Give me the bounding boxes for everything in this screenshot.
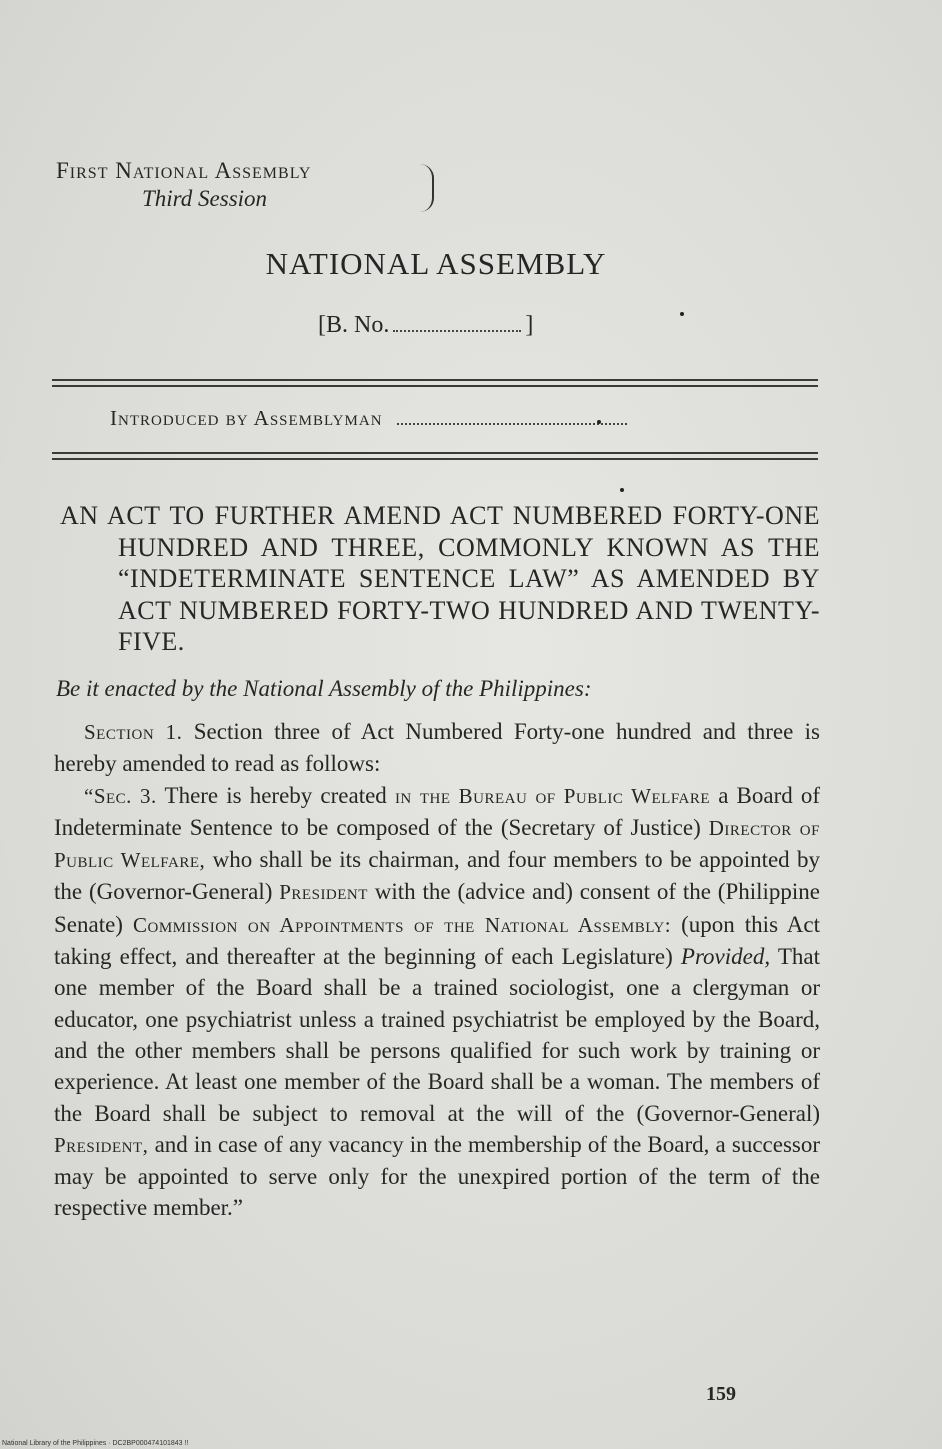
divider-bottom-1 bbox=[52, 452, 818, 454]
section-body bbox=[54, 716, 820, 1224]
session-header bbox=[56, 158, 311, 212]
sec3-insert-4: Commission on Appointments of the National Assembly: bbox=[133, 912, 672, 937]
act-title-text: AN ACT TO FURTHER AMEND ACT NUMBERED FORTY-ONE HUNDRED AND THREE, COMMONLY KNOWN AS THE “INDETERMINATE SENTENCE LAW” AS AMENDED BY ACT NUMBERED FORTY-TWO HUNDRED AND TWENTY-FIVE. bbox=[60, 501, 820, 656]
sec3-insert-3: President bbox=[279, 880, 368, 905]
divider-top-1 bbox=[52, 379, 818, 381]
assembly-name: First National Assembly bbox=[56, 158, 312, 183]
sec3-text-1: There is hereby created bbox=[164, 782, 387, 808]
sec3-text-4: with the (advice and) consent of the (Philippine Senate) bbox=[54, 879, 821, 937]
ink-speck bbox=[597, 420, 601, 424]
scan-footer: National Library of the Philippines · DC2BP000474101843 !! bbox=[2, 1440, 189, 1447]
act-title bbox=[60, 500, 820, 658]
section-1-text: Section three of Act Numbered Forty-one hundred and three is hereby amended to read as follows: bbox=[54, 719, 821, 777]
sec3-label: “Sec. 3. bbox=[84, 783, 157, 808]
bill-number-blank bbox=[393, 330, 521, 332]
ink-speck bbox=[620, 488, 624, 492]
introduced-by-label: Introduced by Assemblyman bbox=[110, 406, 383, 430]
page-title: NATIONAL ASSEMBLY bbox=[265, 246, 607, 281]
sec3-text-6: That one member of the Board shall be a trained sociologist, one a clergyman or educator, one psychiatrist unless a trained psychiatrist be employed by the Board, and the other members shall be persons qualified for such work by training or experience. At least one member of the Board shall be a woman. The members of the Board shall be subject to removal at the will of the (Governor-General) bbox=[54, 944, 821, 1126]
sec3-provided: Provided, bbox=[680, 944, 771, 970]
sec3-insert-1: in the Bureau of Public Welfare bbox=[394, 783, 711, 808]
sec3-text-3: who shall be its chairman, and four members to be appointed by the (Governor-General) bbox=[54, 847, 821, 905]
enacting-clause: Be it enacted by the National Assembly of the Philippines: bbox=[56, 676, 592, 701]
sec3-text-7: and in case of any vacancy in the membership of the Board, a successor may be appointed to serve only for the unexpired portion of the term of the respective member.” bbox=[54, 1131, 821, 1221]
divider-top-2 bbox=[52, 385, 818, 387]
divider-bottom-2 bbox=[52, 458, 818, 460]
sec3-text-2: a Board of Indeterminate Sentence to be composed of the (Secretary of Justice) bbox=[54, 782, 821, 840]
introduced-by bbox=[110, 406, 627, 431]
sec3-text-5: (upon this Act taking effect, and thereafter at the beginning of each Legislature) bbox=[54, 911, 820, 970]
bill-number-close: ] bbox=[525, 312, 534, 338]
brace-mark bbox=[418, 164, 434, 212]
section-1 bbox=[54, 716, 820, 780]
page-number: 159 bbox=[706, 1383, 736, 1405]
section-1-label: Section 1. bbox=[84, 720, 183, 744]
sec3-insert-2: Director of Public Welfare, bbox=[54, 815, 820, 873]
sec3-insert-5: President, bbox=[54, 1132, 149, 1157]
session-name: Third Session bbox=[142, 186, 268, 211]
bill-number-label: [B. No. bbox=[318, 312, 390, 338]
introduced-by-blank bbox=[397, 423, 627, 425]
section-3-amendment bbox=[54, 780, 820, 1224]
ink-speck bbox=[680, 312, 684, 316]
bill-number bbox=[318, 312, 533, 339]
